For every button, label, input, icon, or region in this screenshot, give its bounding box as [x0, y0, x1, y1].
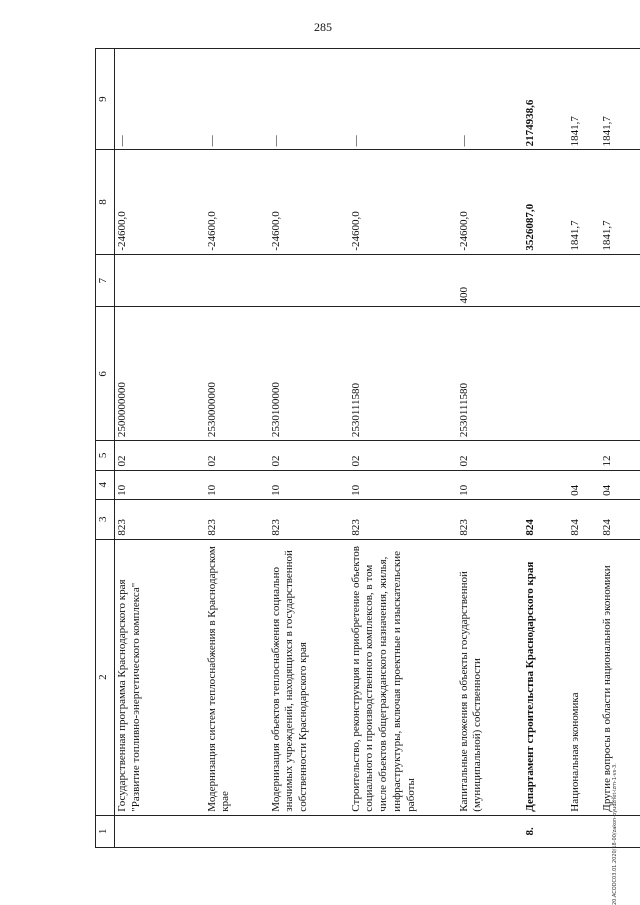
cell-amount-1: -24600,0: [457, 150, 523, 254]
cell-amount-1: -24600,0: [349, 150, 457, 254]
cell-section: 10: [115, 470, 205, 499]
header-cell: 9: [96, 49, 115, 150]
cell-target: 2530000000: [205, 307, 269, 441]
cell-target: [523, 307, 568, 441]
row-number: [349, 815, 457, 847]
cell-ministry: 823: [269, 499, 349, 539]
cell-section: 10: [349, 470, 457, 499]
cell-section: 10: [457, 470, 523, 499]
header-cell: 4: [96, 470, 115, 499]
row-name: Модернизация объектов теплоснабжения социально значимых учреждений, находящихся в государственной собственности Краснодарского края: [269, 539, 349, 815]
row-name: Строительство, реконструкция и приобретение объектов социального и производственного комплексов, в том числе объектов общегражданского назначения, жилья, инфраструктуры, включая проектные и изыскательские работы: [349, 539, 457, 815]
row-name: Департамент строительства Краснодарского края: [523, 539, 568, 815]
cell-amount-2: —: [205, 49, 269, 150]
header-cell: 7: [96, 254, 115, 307]
cell-amount-2: 1841,7: [568, 49, 600, 150]
cell-amount-1: -24600,0: [269, 150, 349, 254]
cell-amount-2: —: [457, 49, 523, 150]
cell-expense-type: [115, 254, 205, 307]
cell-amount-2: —: [269, 49, 349, 150]
row-number: [205, 815, 269, 847]
cell-expense-type: [568, 254, 600, 307]
table-row: [600, 49, 640, 848]
cell-subsection: [523, 441, 568, 470]
header-cell: 5: [96, 441, 115, 470]
cell-expense-type: [205, 254, 269, 307]
cell-subsection: 02: [457, 441, 523, 470]
row-number: [457, 815, 523, 847]
table-row: [205, 49, 269, 848]
cell-expense-type: [349, 254, 457, 307]
header-cell: 6: [96, 307, 115, 441]
row-name: Национальная экономика: [568, 539, 600, 815]
cell-target: 2530111580: [349, 307, 457, 441]
cell-ministry: 823: [349, 499, 457, 539]
cell-amount-1: 1841,7: [600, 150, 640, 254]
table-row: [349, 49, 457, 848]
header-cell: 1: [96, 815, 115, 847]
page-number: 285: [314, 20, 332, 34]
table-row: [457, 49, 523, 848]
row-number: [269, 815, 349, 847]
table-row: [269, 49, 349, 848]
cell-section: 10: [205, 470, 269, 499]
cell-target: 2530100000: [269, 307, 349, 441]
header-cell: 3: [96, 499, 115, 539]
cell-section: [523, 470, 568, 499]
cell-ministry: 823: [115, 499, 205, 539]
cell-expense-type: 400: [457, 254, 523, 307]
cell-subsection: 02: [269, 441, 349, 470]
row-number: 8.: [523, 815, 568, 847]
row-number: [115, 815, 205, 847]
header-cell: 8: [96, 150, 115, 254]
budget-table: [95, 48, 640, 848]
table-body: [115, 49, 640, 848]
cell-target: [568, 307, 600, 441]
table-row: [115, 49, 205, 848]
cell-expense-type: [523, 254, 568, 307]
row-name: Модернизация систем теплоснабжения в Краснодарском крае: [205, 539, 269, 815]
table-row: [523, 49, 568, 848]
cell-target: 2500000000: [115, 307, 205, 441]
row-number: [568, 815, 600, 847]
cell-target: 2530111580: [457, 307, 523, 441]
footer-document-code: 20.ACODC03.01.2020/18-00/zakon-byudzhet-izm-1-vs-3.: [612, 763, 618, 905]
cell-ministry: 824: [600, 499, 640, 539]
cell-subsection: 02: [349, 441, 457, 470]
cell-subsection: 12: [600, 441, 640, 470]
cell-target: [600, 307, 640, 441]
cell-subsection: 02: [205, 441, 269, 470]
cell-subsection: [568, 441, 600, 470]
cell-amount-1: -24600,0: [205, 150, 269, 254]
cell-amount-2: —: [115, 49, 205, 150]
cell-expense-type: [269, 254, 349, 307]
header-row: [96, 49, 115, 848]
cell-amount-1: 3526087,0: [523, 150, 568, 254]
cell-ministry: 823: [205, 499, 269, 539]
row-number: [600, 815, 640, 847]
cell-subsection: 02: [115, 441, 205, 470]
cell-expense-type: [600, 254, 640, 307]
header-cell: 2: [96, 539, 115, 815]
cell-section: 10: [269, 470, 349, 499]
row-name: Государственная программа Краснодарского края "Развитие топливно-энергетического комплекса": [115, 539, 205, 815]
row-name: Капитальные вложения в объекты государственной (муниципальной) собственности: [457, 539, 523, 815]
cell-ministry: 824: [568, 499, 600, 539]
cell-amount-2: 2174938,6: [523, 49, 568, 150]
budget-table-rotated: [95, 48, 613, 848]
cell-ministry: 823: [457, 499, 523, 539]
cell-amount-2: —: [349, 49, 457, 150]
cell-ministry: 824: [523, 499, 568, 539]
row-name: Другие вопросы в области национальной экономики: [600, 539, 640, 815]
cell-section: 04: [568, 470, 600, 499]
cell-section: 04: [600, 470, 640, 499]
table-row: [568, 49, 600, 848]
cell-amount-2: 1841,7: [600, 49, 640, 150]
cell-amount-1: 1841,7: [568, 150, 600, 254]
cell-amount-1: -24600,0: [115, 150, 205, 254]
